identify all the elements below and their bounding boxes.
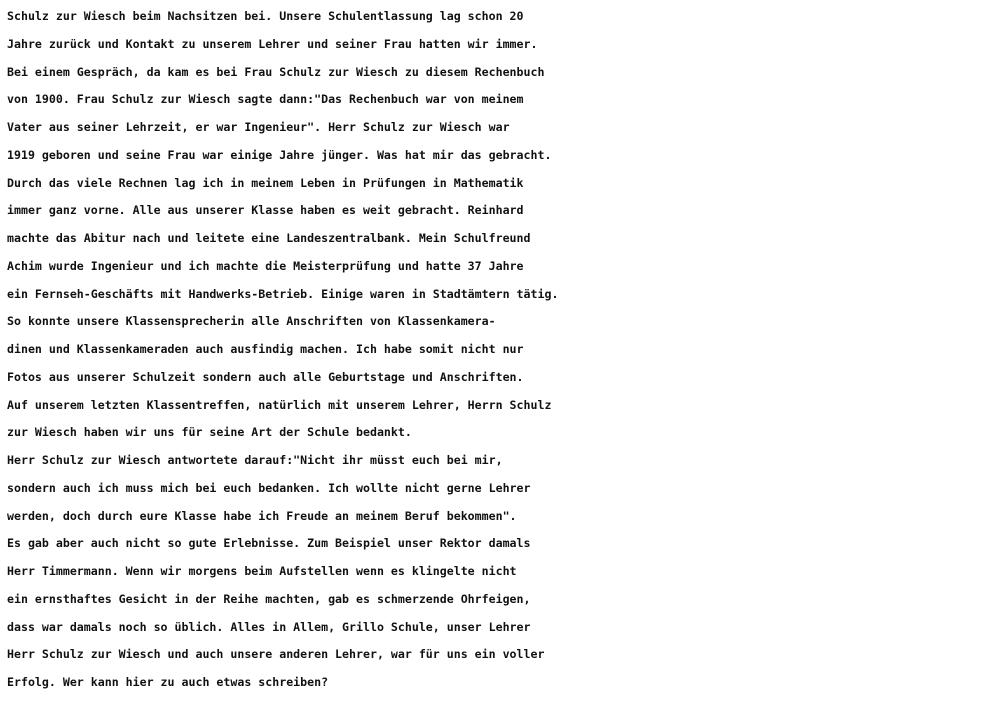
text-line: Fotos aus unserer Schulzeit sondern auch alle Geburtstage und Anschriften. <box>7 369 524 384</box>
text-line: Es gab aber auch nicht so gute Erlebnisse. Zum Beispiel unser Rektor damals <box>7 536 531 551</box>
text-line: dass war damals noch so üblich. Alles in Allem, Grillo Schule, unser Lehrer <box>7 619 531 634</box>
text-line: machte das Abitur nach und leitete eine Landeszentralbank. Mein Schulfreund <box>7 231 531 245</box>
text-line: zur Wiesch haben wir uns für seine Art der Schule bedankt. <box>7 425 412 440</box>
text-line: Auf unserem letzten Klassentreffen, natürlich mit unserem Lehrer, Herrn Schulz <box>7 397 552 412</box>
document-page <box>7 0 997 708</box>
text-line: dinen und Klassenkameraden auch ausfindig machen. Ich habe somit nicht nur <box>7 342 524 356</box>
text-line: Herr Timmermann. Wenn wir morgens beim Aufstellen wenn es klingelte nicht <box>7 564 517 578</box>
text-line: Herr Schulz zur Wiesch antwortete darauf:"Nicht ihr müsst euch bei mir, <box>7 453 503 467</box>
text-block <box>7 0 997 697</box>
text-line: Schulz zur Wiesch beim Nachsitzen bei. Unsere Schulentlassung lag schon 20 <box>7 9 524 23</box>
text-line: Vater aus seiner Lehrzeit, er war Ingenieur". Herr Schulz zur Wiesch war <box>7 120 510 134</box>
text-line: Achim wurde Ingenieur und ich machte die Meisterprüfung und hatte 37 Jahre <box>7 258 524 273</box>
text-line: 1919 geboren und seine Frau war einige Jahre jünger. Was hat mir das gebracht. <box>7 147 552 162</box>
text-line: So konnte unsere Klassensprecherin alle Anschriften von Klassenkamera- <box>7 314 496 329</box>
text-line: Herr Schulz zur Wiesch und auch unsere anderen Lehrer, war für uns ein voller <box>7 647 545 662</box>
text-line: Durch das viele Rechnen lag ich in meinem Leben in Prüfungen in Mathematik <box>7 175 524 190</box>
text-line: ein Fernseh-Geschäfts mit Handwerks-Betrieb. Einige waren in Stadtämtern tätig. <box>7 286 559 301</box>
text-line: Jahre zurück und Kontakt zu unserem Lehrer und seiner Frau hatten wir immer. <box>7 36 538 51</box>
text-line: werden, doch durch eure Klasse habe ich Freude an meinem Beruf bekommen". <box>7 508 517 523</box>
text-line: immer ganz vorne. Alle aus unserer Klasse haben es weit gebracht. Reinhard <box>7 203 524 218</box>
text-line: von 1900. Frau Schulz zur Wiesch sagte dann:"Das Rechenbuch war von meinem <box>7 92 524 107</box>
text-line: Bei einem Gespräch, da kam es bei Frau Schulz zur Wiesch zu diesem Rechenbuch <box>7 64 545 79</box>
text-line: sondern auch ich muss mich bei euch bedanken. Ich wollte nicht gerne Lehrer <box>7 480 531 495</box>
text-line: ein ernsthaftes Gesicht in der Reihe machten, gab es schmerzende Ohrfeigen, <box>7 591 531 606</box>
text-line: Erfolg. Wer kann hier zu auch etwas schreiben? <box>7 675 329 689</box>
